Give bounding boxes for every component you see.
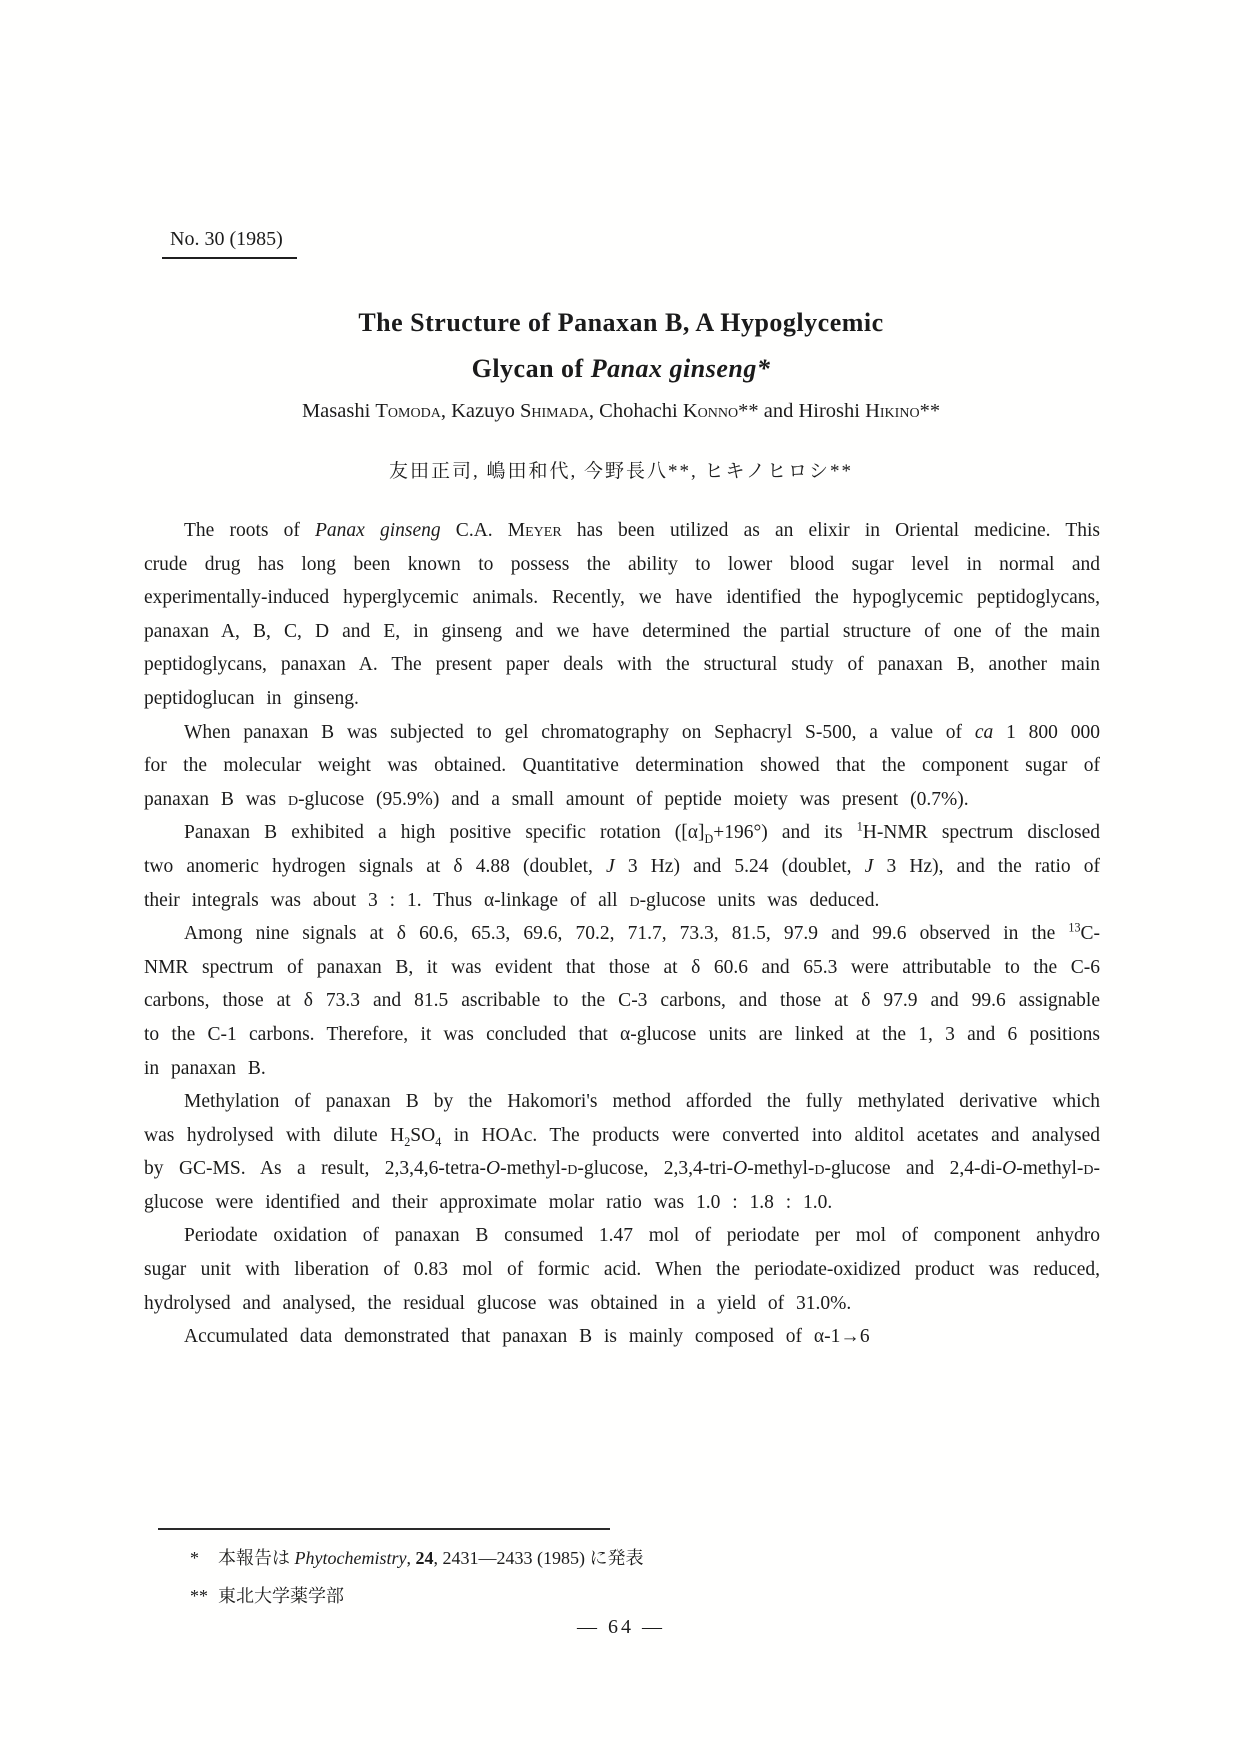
paragraph: Periodate oxidation of panaxan B consumed 1.47 mol of periodate per mol of component anhydro sugar unit with liberation of 0.83 mol of formic acid. When the periodate-oxidized product was reduced, hydrolysed and analysed, the residual glucose was obtained in a yield of 31.0%. (144, 1225, 1100, 1314)
journal-issue-header (162, 228, 297, 259)
paragraph: Among nine signals at δ 60.6, 65.3, 69.6, 70.2, 71.7, 73.3, 81.5, 97.9 and 99.6 observed in the $^{13}$C-NMR spectrum of panaxan B, it was evident that those at δ 60.6 and 65.3 were attributable to the C-6 carbons, those at δ 73.3 and 81.5 ascribable to the C-3 carbons, and those at δ 97.9 and 99.6 assignable to the C-1 carbons. Therefore, it was concluded that α-glucose units are linked at the 1, 3 and 6 positions in panaxan B. (144, 920, 1100, 1079)
issue-label: No. 30 (1985) (162, 228, 297, 259)
paper-title (142, 300, 1100, 392)
title-line-1: The Structure of Panaxan B, A Hypoglycemic (358, 308, 884, 337)
paragraph: Accumulated data demonstrated that panaxan B is mainly composed of α-1→6 (184, 1326, 870, 1348)
authors-line-japanese: 友田正司, 嶋田和代, 今野長八**, ヒキノヒロシ** (388, 461, 854, 482)
paragraph: Methylation of panaxan B by the Hakomori's method afforded the fully methylated derivative which was hydrolysed with dilute $H_2SO_4$ in HOAc. The products were converted into alditol acetates and analysed by GC-MS. As a result, 2,3,4,6-tetra-O-methyl-d-glucose, 2,3,4-tri-O-methyl-d-glucose and 2,4-di-O-methyl-d-glucose were identified and their approximate molar ratio was 1.0 : 1.8 : 1.0. (144, 1091, 1100, 1213)
footnote-text: 本報告は Phytochemistry, 24, 2431—2433 (1985) に発表 (218, 1548, 644, 1568)
paragraph: The roots of Panax ginseng C.A. Meyer has been utilized as an elixir in Oriental medicine. This crude drug has long been known to possess the ability to lower blood sugar level in normal and experimentally-induced hyperglycemic animals. Recently, we have identified the hypoglycemic peptidoglycans, panaxan A, B, C, D and E, in ginseng and we have determined the partial structure of one of the main peptidoglycans, panaxan A. The present paper deals with the structural study of panaxan B, another main peptidoglucan in ginseng. (144, 520, 1100, 709)
footnote-divider (158, 1528, 610, 1530)
footnote-marker: * (190, 1548, 199, 1568)
article-body (144, 514, 1100, 1354)
authors-line: Masashi Tomoda, Kazuyo Shimada, Chohachi Konno** and Hiroshi Hikino** (301, 400, 941, 422)
footnotes-section (158, 1528, 1098, 1618)
footnote-text: 東北大学薬学部 (218, 1586, 344, 1606)
footnote-marker: ** (190, 1586, 208, 1606)
page-number: — 64 — (577, 1616, 665, 1638)
paragraph: When panaxan B was subjected to gel chromatography on Sephacryl S-500, a value of ca 1 800 000 for the molecular weight was obtained. Quantitative determination showed that the component sugar of panaxan B was d-glucose (95.9%) and a small amount of peptide moiety was present (0.7%). (144, 721, 1101, 810)
title-line-2: Glycan of Panax ginseng* (471, 354, 771, 383)
footnote (158, 1542, 1098, 1574)
paragraph: Panaxan B exhibited a high positive specific rotation $([\alpha]_D+196^\circ)$ and its $^1$H-NMR spectrum disclosed two anomeric hydrogen signals at δ 4.88 (doublet, J 3 Hz) and 5.24 (doublet, J 3 Hz), and the ratio of their integrals was about 3 : 1. Thus α-linkage of all d-glucose units was deduced. (144, 819, 1101, 911)
footnote (158, 1580, 1098, 1612)
